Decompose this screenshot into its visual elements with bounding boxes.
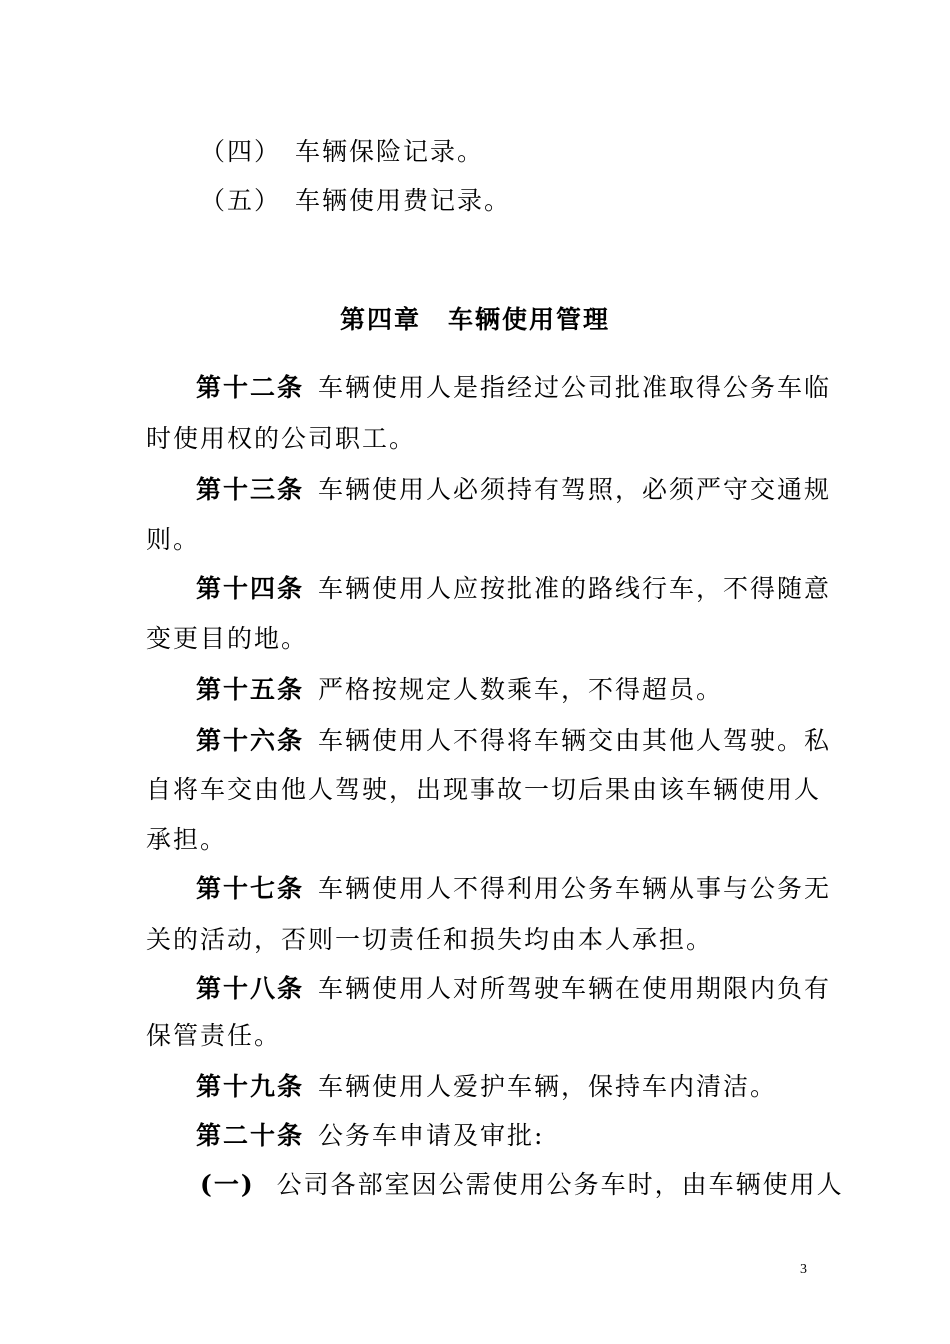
article-number: 第十四条 [196,574,305,603]
article-number: 第十八条 [196,974,305,1003]
article-text: 车辆使用人不得将车辆交由其他人驾驶。私 [318,726,832,755]
article-17 [196,874,831,904]
article-13-cont: 则。 [146,525,201,554]
item-text: 车辆使用费记录。 [295,186,512,215]
article-text: 车辆使用人爱护车辆，保持车内清洁。 [318,1072,778,1101]
article-16-cont: 自将车交由他人驾驶，出现事故一切后果由该车辆使用人 [146,775,822,804]
article-text: 车辆使用人必须持有驾照，必须严守交通规 [318,475,832,504]
article-number: 第十三条 [196,475,305,504]
article-number: 第二十条 [196,1121,305,1150]
article-text: 车辆使用人应按批准的路线行车，不得随意 [318,574,832,603]
article-14 [196,574,831,604]
article-16-cont: 承担。 [146,825,228,854]
chapter-title: 第四章 车辆使用管理 [339,305,610,334]
article-18-cont: 保管责任。 [146,1021,282,1050]
article-13 [196,475,831,505]
item-label: （五） [200,186,282,215]
article-number: 第十六条 [196,726,305,755]
article-16 [196,726,831,756]
article-number: 第十五条 [196,675,305,704]
page-number: 3 [800,1262,807,1277]
article-19 [196,1072,777,1102]
item-text: 公司各部室因公需使用公务车时，由车辆使用人 [276,1170,844,1199]
article-14-cont: 变更目的地。 [146,624,309,653]
article-text: 车辆使用人对所驾驶车辆在使用期限内负有 [318,974,832,1003]
item-text: 车辆保险记录。 [295,137,485,166]
article-20 [196,1121,544,1151]
list-item-4 [200,137,484,167]
sub-item-1 [200,1170,844,1200]
article-18 [196,974,831,1004]
article-number: 第十二条 [196,373,305,402]
article-number: 第十七条 [196,874,305,903]
article-text: 车辆使用人不得利用公务车辆从事与公务无 [318,874,832,903]
article-12 [196,373,831,403]
item-label: (一) [200,1170,255,1199]
article-text: 严格按规定人数乘车，不得超员。 [318,675,724,704]
article-17-cont: 关的活动，否则一切责任和损失均由本人承担。 [146,925,714,954]
list-item-5 [200,186,511,216]
article-text: 公务车申请及审批: [318,1121,545,1150]
article-number: 第十九条 [196,1072,305,1101]
article-12-cont: 时使用权的公司职工。 [146,424,417,453]
article-15 [196,675,723,705]
item-label: （四） [200,137,282,166]
article-text: 车辆使用人是指经过公司批准取得公务车临 [318,373,832,402]
